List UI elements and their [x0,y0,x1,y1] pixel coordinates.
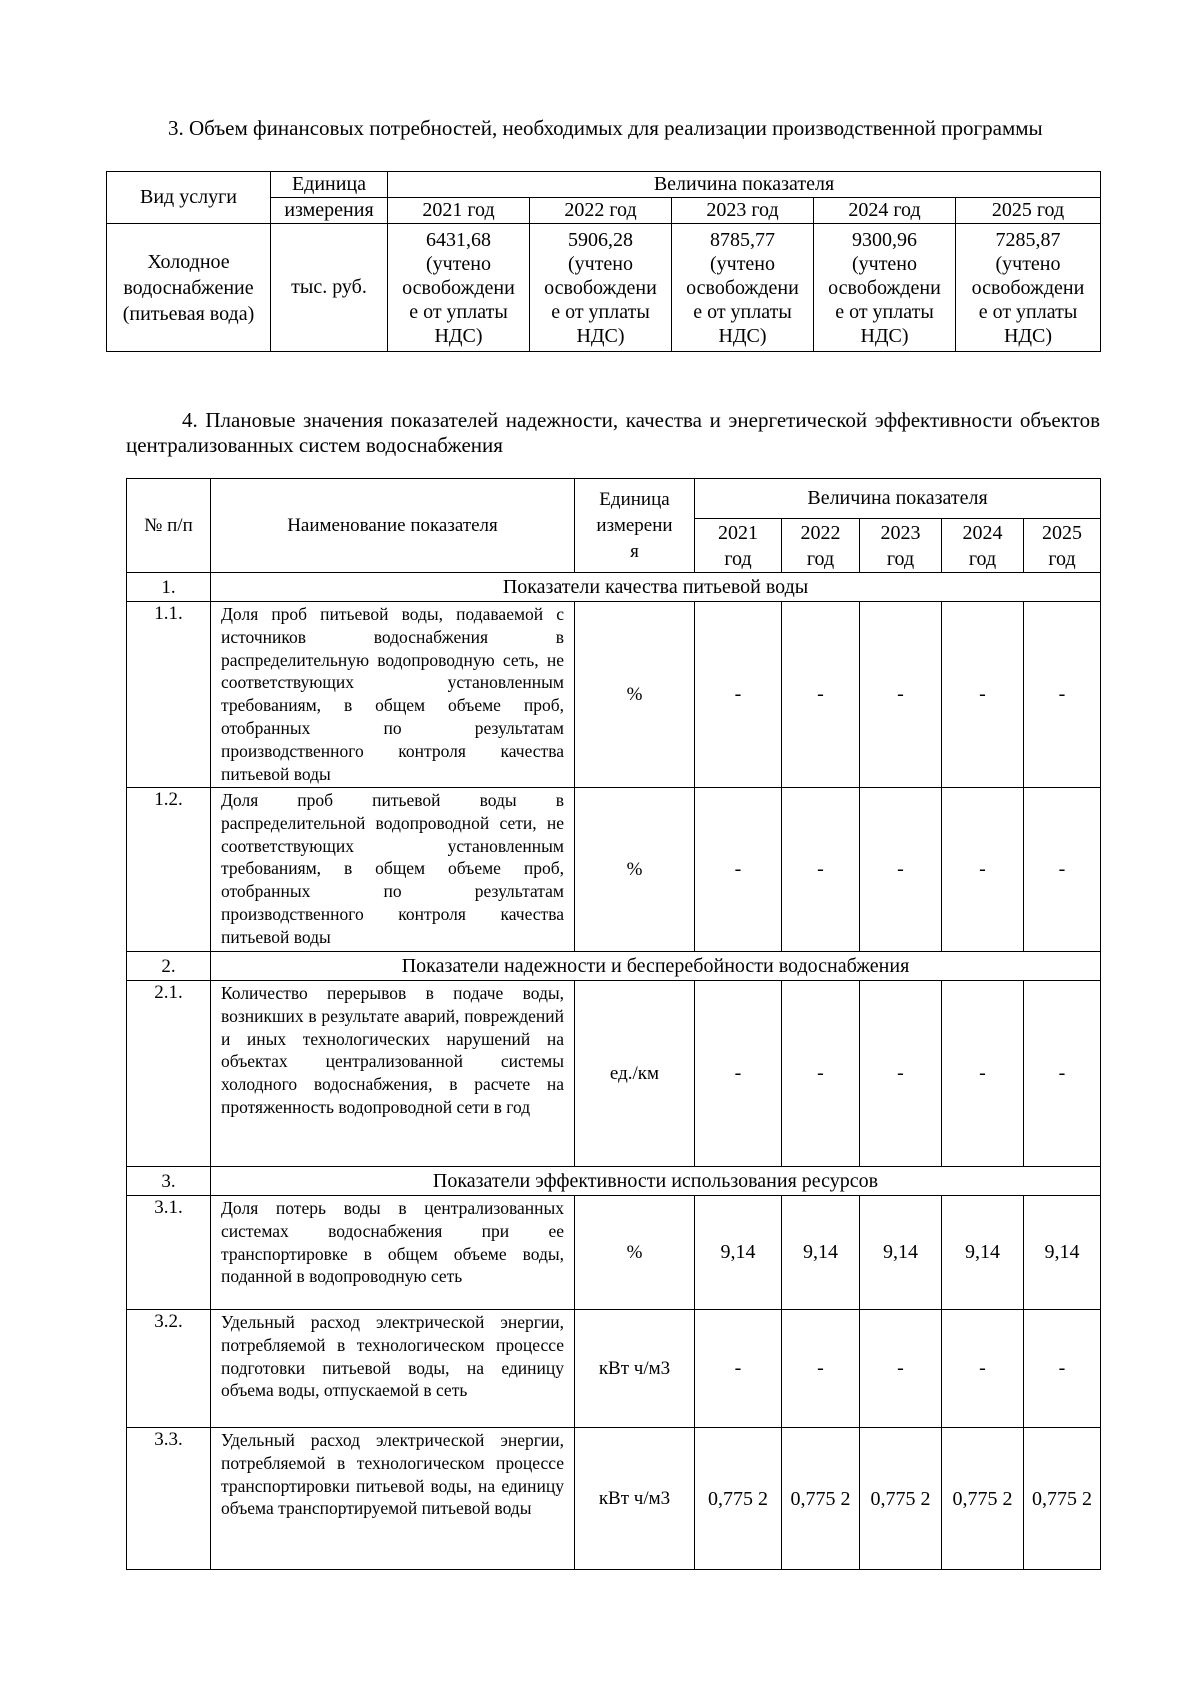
row-unit: кВт ч/м3 [575,1310,695,1428]
row-unit: кВт ч/м3 [575,1428,695,1570]
section4-heading [126,408,1100,458]
row-num: 3.2. [127,1310,211,1428]
section3-heading-text: Объем финансовых потребностей, необходимых для реализации производственной программы [189,116,1043,140]
row-value-2023: - [860,981,942,1167]
row-value-2025: - [1024,602,1101,788]
header-value: Величина показателя [695,479,1101,519]
header-year-2022: 2022 год [782,519,860,573]
row-value-2021: - [695,602,782,788]
header-year-2021: 2021 год [388,198,530,224]
header-year-2025: 2025 год [1024,519,1101,573]
header-unit-line2: измерения [271,198,388,224]
row-value-2025: - [1024,981,1101,1167]
row-name: Удельный расход электрической энергии, потребляемой в технологическом процессе транспортировки питьевой воды, на единицу объема транспортируемой питьевой воды [211,1428,575,1570]
row-value-2024: - [942,602,1024,788]
header-num: № п/п [127,479,211,573]
row-value-2021: - [695,981,782,1167]
row-unit: % [575,788,695,952]
row-value-2022: 0,775 2 [782,1428,860,1570]
header-unit: Единица измерени я [575,479,695,573]
row-value-2023: - [860,1310,942,1428]
header-year-2023: 2023 год [860,519,942,573]
row-name: Количество перерывов в подаче воды, возникших в результате аварий, повреждений и иных технологических нарушений на объектах централизованной системы холодного водоснабжения, в расчете на протяженность водопроводной сети в год [211,981,575,1167]
section-num: 3. [127,1167,211,1196]
section-title: Показатели эффективности использования ресурсов [211,1167,1101,1196]
value-2024: 9300,96 (учтено освобождени е от уплаты НДС) [814,224,956,352]
header-unit-line1: Единица [271,172,388,198]
service-unit: тыс. руб. [271,224,388,352]
section-num: 1. [127,573,211,602]
section3-heading [106,116,1100,141]
row-value-2022: - [782,1310,860,1428]
row-value-2025: 0,775 2 [1024,1428,1101,1570]
section3-heading-number: 3. [168,116,184,140]
row-num: 1.2. [127,788,211,952]
header-year-2024: 2024 год [942,519,1024,573]
row-value-2022: - [782,788,860,952]
table-row [107,224,1101,352]
row-value-2024: 0,775 2 [942,1428,1024,1570]
header-name: Наименование показателя [211,479,575,573]
row-value-2024: 9,14 [942,1196,1024,1310]
header-service: Вид услуги [107,172,271,224]
table-row [127,1310,1101,1428]
row-unit: % [575,602,695,788]
row-value-2023: - [860,788,942,952]
row-value-2023: 9,14 [860,1196,942,1310]
row-num: 3.3. [127,1428,211,1570]
header-year-2023: 2023 год [672,198,814,224]
table-row [127,1428,1101,1570]
section-row [127,1167,1101,1196]
header-year-2022: 2022 год [530,198,672,224]
row-value-2025: - [1024,788,1101,952]
row-name: Доля проб питьевой воды в распределительной водопроводной сети, не соответствующих установленным требованиям, в общем объеме проб, отобранных по результатам производственного контроля качества питьевой воды [211,788,575,952]
row-num: 2.1. [127,981,211,1167]
row-name: Удельный расход электрической энергии, потребляемой в технологическом процессе подготовки питьевой воды, на единицу объема воды, отпускаемой в сеть [211,1310,575,1428]
financial-needs-table [106,171,1101,352]
row-value-2024: - [942,1310,1024,1428]
row-name: Доля проб питьевой воды, подаваемой с источников водоснабжения в распределительную водопроводную сеть, не соответствующих установленным требованиям, в общем объеме проб, отобранных по результатам производственного контроля качества питьевой воды [211,602,575,788]
row-value-2021: 9,14 [695,1196,782,1310]
row-value-2022: - [782,602,860,788]
section-num: 2. [127,952,211,981]
value-2023: 8785,77 (учтено освобождени е от уплаты НДС) [672,224,814,352]
value-2021: 6431,68 (учтено освобождени е от уплаты НДС) [388,224,530,352]
section-row [127,952,1101,981]
header-year-2024: 2024 год [814,198,956,224]
row-value-2022: 9,14 [782,1196,860,1310]
section-row [127,573,1101,602]
value-2025: 7285,87 (учтено освобождени е от уплаты НДС) [956,224,1101,352]
section4-heading-text: Плановые значения показателей надежности, качества и энергетической эффективности объектов централизованных систем водоснабжения [126,408,1100,457]
table-row [127,788,1101,952]
row-value-2021: - [695,788,782,952]
row-value-2021: - [695,1310,782,1428]
row-value-2024: - [942,788,1024,952]
header-year-2025: 2025 год [956,198,1101,224]
value-2022: 5906,28 (учтено освобождени е от уплаты НДС) [530,224,672,352]
table-row [127,602,1101,788]
section-title: Показатели качества питьевой воды [211,573,1101,602]
row-num: 3.1. [127,1196,211,1310]
row-value-2022: - [782,981,860,1167]
row-unit: % [575,1196,695,1310]
row-value-2025: 9,14 [1024,1196,1101,1310]
section-title: Показатели надежности и бесперебойности водоснабжения [211,952,1101,981]
indicators-table [126,478,1101,1570]
row-value-2023: - [860,602,942,788]
row-value-2023: 0,775 2 [860,1428,942,1570]
row-name: Доля потерь воды в централизованных системах водоснабжения при ее транспортировке в общем объеме воды, поданной в водопроводную сеть [211,1196,575,1310]
row-unit: ед./км [575,981,695,1167]
row-value-2021: 0,775 2 [695,1428,782,1570]
header-year-2021: 2021 год [695,519,782,573]
table-row [127,1196,1101,1310]
header-value: Величина показателя [388,172,1101,198]
service-name: Холодное водоснабжение (питьевая вода) [107,224,271,352]
section4-heading-number: 4. [182,408,198,432]
table-row [127,981,1101,1167]
row-value-2025: - [1024,1310,1101,1428]
row-num: 1.1. [127,602,211,788]
row-value-2024: - [942,981,1024,1167]
